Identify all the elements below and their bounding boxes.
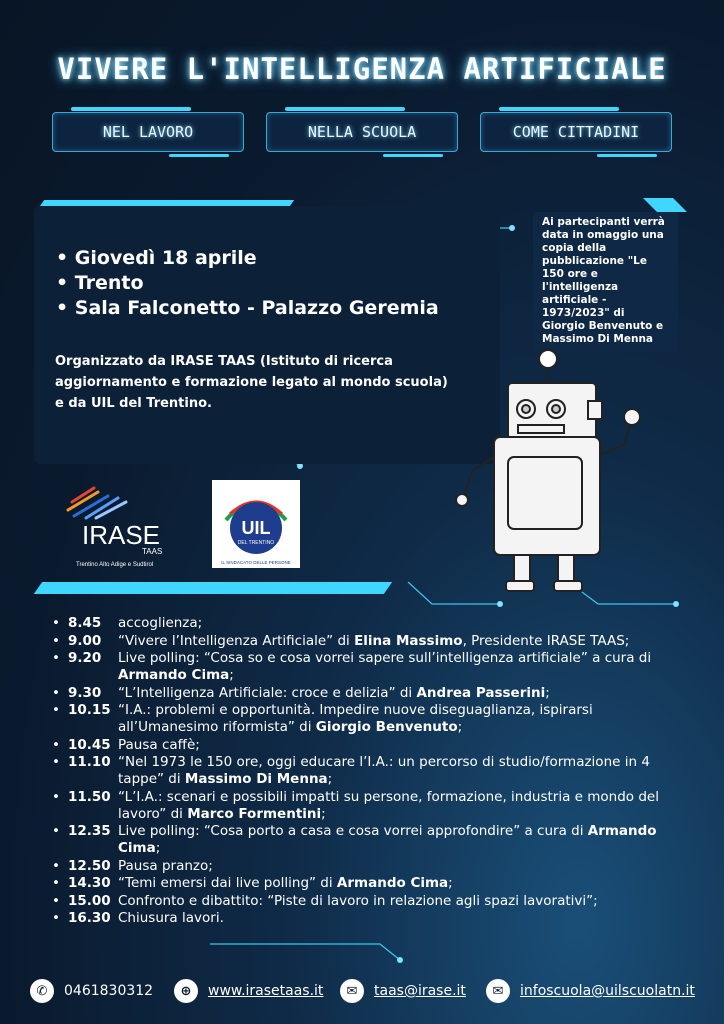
irase-region: Trentino Alto Adige e Sudtirol — [76, 562, 154, 568]
organizer-line: aggiornamento e formazione legato al mondo scuola) — [55, 375, 448, 390]
event-venue: • Sala Falconetto - Palazzo Geremia — [56, 296, 439, 321]
schedule-text-end: ; — [155, 840, 161, 856]
schedule-text: Pausa pranzo; — [118, 857, 213, 874]
irase-logo — [64, 482, 174, 568]
schedule-item — [52, 858, 692, 875]
contact-website[interactable] — [174, 978, 323, 1004]
schedule-item — [52, 823, 692, 857]
schedule-text: “I.A.: problemi e opportunità. Impedire nuove diseguaglianza, ispirarsi all’Umanesimo riformista” di — [118, 702, 593, 735]
uil-sub: DEL TRENTINO — [237, 540, 275, 546]
schedule-text-end: ; — [545, 684, 550, 701]
website-link[interactable]: www.irasetaas.it — [208, 983, 324, 999]
uil-tagline: IL SINDACATO DELLE PERSONE — [221, 560, 291, 565]
uil-logo — [212, 480, 300, 568]
organizer-text — [55, 351, 495, 414]
mail-icon: ✉ — [486, 979, 510, 1003]
schedule-text: “Vivere l’Intelligenza Artificiale” di — [118, 632, 355, 649]
globe-icon: ⊕ — [174, 979, 198, 1003]
schedule-text: “L’Intelligenza Artificiale: croce e delizia” di — [118, 684, 417, 701]
schedule-speaker: Marco Formentini — [187, 805, 322, 822]
schedule-time: • 12.50 — [68, 857, 111, 874]
uil-name: UIL — [241, 518, 271, 538]
robot-illustration — [452, 345, 648, 595]
schedule-time: • 9.30 — [68, 684, 102, 701]
schedule-time: • 11.50 — [68, 788, 111, 805]
event-info-panel — [34, 206, 500, 464]
schedule-text-end: ; — [327, 771, 333, 787]
schedule-text: accoglienza; — [118, 615, 203, 631]
schedule-time: • 9.00 — [68, 632, 102, 649]
schedule-time: • 9.20 — [68, 650, 102, 666]
schedule-speaker: Armando Cima — [118, 667, 230, 683]
schedule-text-end: ; — [457, 719, 463, 735]
event-city: • Trento — [56, 271, 439, 296]
schedule-time: • 10.45 — [68, 736, 111, 753]
gift-text: Ai partecipanti verrà data in omaggio una copia della pubblicazione "Le 150 ore e l'intelligenza artificiale - 1973/2023" di Giorgio Benvenuto e Massimo Di Menna — [542, 216, 665, 345]
schedule-speaker: Giorgio Benvenuto — [315, 719, 458, 735]
schedule-item — [52, 633, 692, 650]
email-link-2[interactable]: infoscuola@uilscuolatn.it — [520, 983, 695, 999]
email-link-1[interactable]: taas@irase.it — [374, 983, 466, 999]
schedule-text: “Nel 1973 le 150 ore, oggi educare l’I.A.: un percorso di studio/formazione in 4 tappe” di — [118, 754, 650, 787]
schedule-item — [52, 685, 692, 702]
contact-email-1[interactable] — [340, 978, 466, 1004]
schedule-time: • 10.15 — [68, 702, 111, 718]
schedule-item — [52, 875, 692, 892]
event-details — [56, 246, 439, 321]
schedule-time: • 8.45 — [68, 615, 102, 631]
schedule-text-end: ; — [321, 805, 326, 822]
schedule-list — [52, 615, 692, 928]
schedule-text: Chiusura lavori. — [118, 910, 224, 926]
schedule-text: Live polling: “Cosa so e cosa vorrei sapere sull’intelligenza artificiale” a cura di — [118, 650, 652, 666]
tag-nel-lavoro: NEL LAVORO — [52, 112, 244, 152]
schedule-text-end: , Presidente IRASE TAAS; — [462, 632, 630, 649]
schedule-text: Live polling: “Cosa porto a casa e cosa vorrei approfondire” a cura di — [118, 823, 588, 839]
schedule-item — [52, 754, 692, 788]
schedule-text: “Temi emersi dai live polling” di — [118, 875, 337, 891]
schedule-text: “L’I.A.: scenari e possibili impatti su persone, formazione, industria e mondo del lavoro” di — [118, 788, 659, 822]
schedule-speaker: Andrea Passerini — [416, 684, 546, 701]
schedule-time: • 11.10 — [68, 754, 111, 770]
schedule-speaker: Massimo Di Menna — [184, 771, 328, 787]
organizer-line: Organizzato da IRASE TAAS (Istituto di ricerca — [55, 354, 393, 369]
schedule-item — [52, 893, 692, 910]
schedule-text-end: ; — [229, 667, 234, 683]
schedule-time: • 12.35 — [68, 823, 111, 839]
schedule-text-end: ; — [448, 875, 453, 891]
phone-icon: ✆ — [30, 979, 54, 1003]
schedule-speaker: Armando Cima — [118, 823, 657, 856]
schedule-item — [52, 737, 692, 754]
schedule-text: Confronto e dibattito: “Piste di lavoro in relazione agli spazi lavorativi”; — [118, 892, 598, 909]
schedule-time: • 16.30 — [68, 910, 111, 926]
mail-icon: ✉ — [340, 979, 364, 1003]
schedule-time: • 14.30 — [68, 875, 111, 891]
schedule-item — [52, 650, 692, 684]
schedule-speaker: Armando Cima — [336, 875, 449, 891]
schedule-item — [52, 702, 692, 736]
tag-nella-scuola: NELLA SCUOLA — [266, 112, 458, 152]
schedule-item — [52, 615, 692, 632]
schedule-speaker: Elina Massimo — [354, 632, 463, 649]
contact-phone[interactable] — [30, 978, 153, 1004]
irase-name: IRASE — [82, 520, 161, 550]
contact-email-2[interactable] — [486, 978, 695, 1004]
page-title: VIVERE L'INTELLIGENZA ARTIFICIALE — [57, 52, 667, 86]
irase-sub: TAAS — [142, 547, 163, 556]
schedule-text: Pausa caffè; — [118, 736, 200, 753]
schedule-time: • 15.00 — [68, 892, 111, 909]
event-date: • Giovedì 18 aprile — [56, 246, 439, 271]
organizer-line: e da UIL del Trentino. — [55, 396, 212, 411]
gift-box — [533, 212, 678, 352]
schedule-item — [52, 910, 692, 927]
tag-come-cittadini: COME CITTADINI — [480, 112, 672, 152]
schedule-item — [52, 789, 692, 823]
phone-number[interactable]: 0461830312 — [64, 983, 154, 999]
schedule-accent — [34, 582, 392, 594]
